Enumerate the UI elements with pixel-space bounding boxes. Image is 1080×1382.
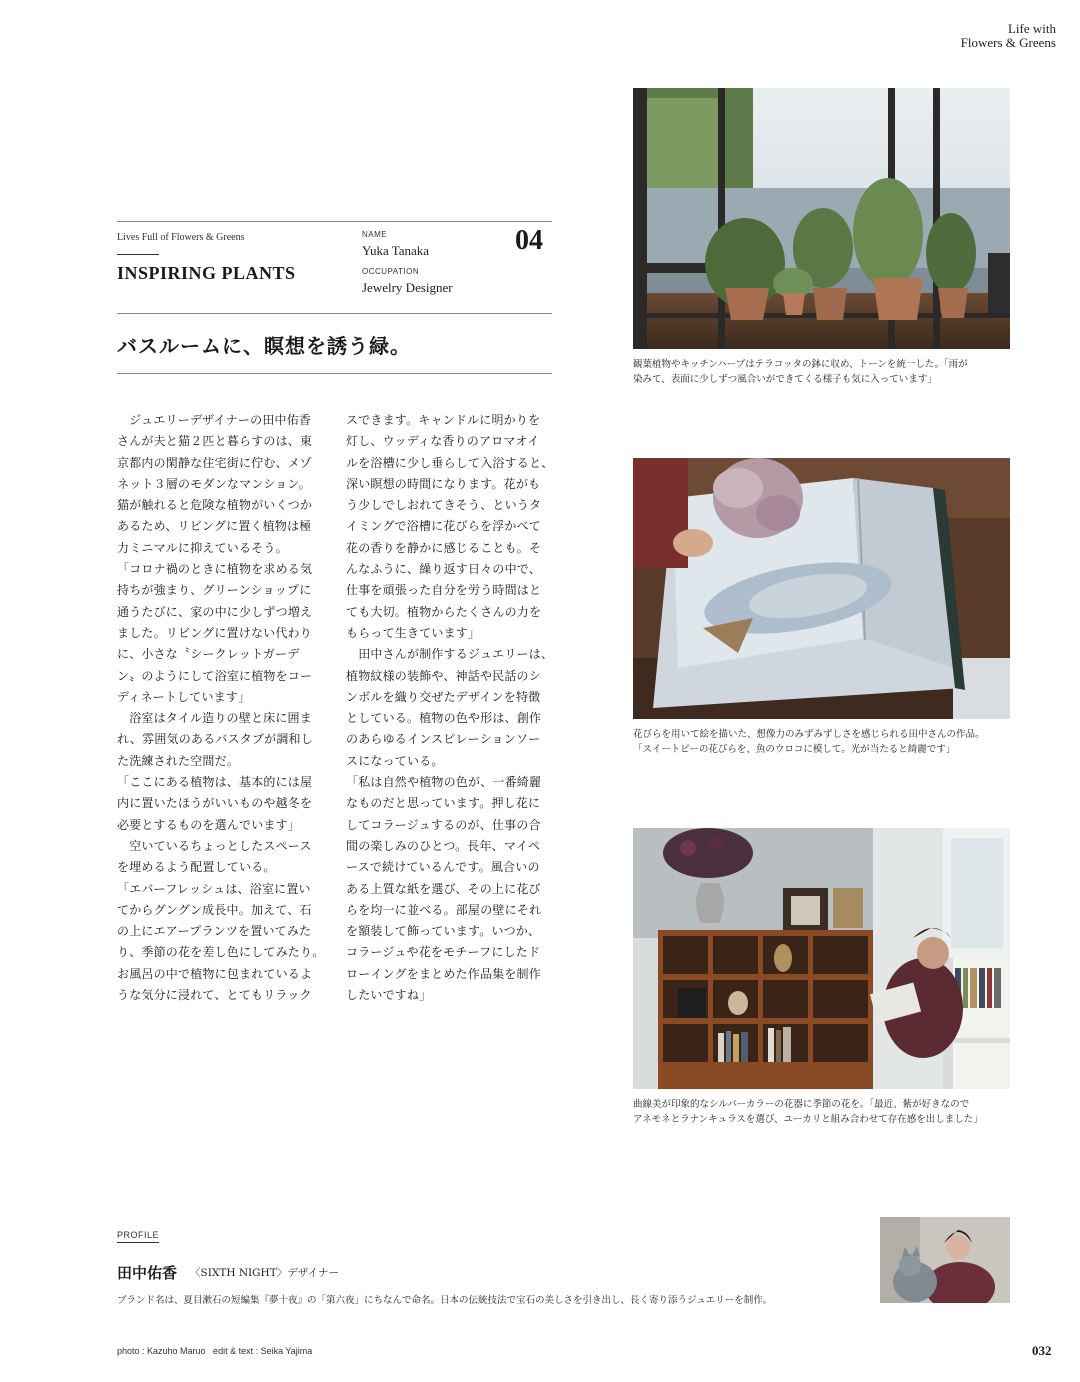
page-number: 032 [1032,1343,1052,1358]
body-text-line: 灯し、ウッディな香りのアロマオイ [346,434,540,449]
photo-bathroom-plants [633,88,1010,349]
series-label: Lives Full of Flowers & Greens [117,232,245,243]
profile-photo [880,1217,1010,1303]
caption-line: 観葉植物やキッチンハーブはテラコッタの鉢に収め、トーンを統一した。「雨が [633,359,968,370]
body-text-line: 京都内の閑静な住宅街に佇む、メゾ [117,455,312,470]
name-label: NAME [362,230,388,239]
body-text-line: したいですね」 [346,988,432,1003]
body-text-line: に、小さな〝シークレットガーデ [117,647,300,662]
body-text-line: 「エバーフレッシュは、浴室に置い [117,881,311,896]
body-text-line: ン〟のようにして浴室に植物をコー [117,668,313,683]
body-text-line: れ、雰囲気のあるバスタブが調和し [117,732,313,747]
body-column-right [346,410,554,1006]
body-text-line: してコラージュするのが、仕事の合 [346,817,541,832]
body-text-line: 通うたびに、家の中に少しずつ増え [117,604,313,619]
body-text-line: 力ミニマルに抑えているそう。 [117,540,288,555]
body-text-line: ースで続けているんです。風合いの [346,860,540,875]
body-text-line: ネット３層のモダンなマンション。 [117,476,311,491]
body-text-line: 仕事を頑張った自分を労う時間はと [346,583,542,598]
caption-line: 花びらを用いて絵を描いた、想像力のみずみずしさを感じられる田中さんの作品。 [633,729,985,740]
caption-line: 曲線美が印象的なシルバーカラーの花器に季節の花を。「最近、紫が好きなので [633,1099,970,1110]
body-text-line: 花の香りを静かに感じることも。そ [346,540,542,555]
body-text-line: ある上質な紙を選び、その上に花び [346,881,541,896]
body-text-line: てからグングン成長中。加えて、石 [117,902,312,917]
body-text-line: 深い瞑想の時間になります。花がも [346,476,541,491]
profile-label: PROFILE [117,1230,160,1240]
body-text-line: ディネートしています」 [117,689,251,704]
body-text-line: 植物紋様の装飾や、神話や民話のシ [346,668,541,683]
profile-underline [117,1242,159,1243]
body-text-line: ジュエリーデザイナーの田中佑香 [117,413,312,427]
caption-line: 染みて、表面に少しずつ風合いができてくる様子も気に入っています」 [633,374,937,385]
body-text-line: 「コロナ禍のときに植物を求める気 [117,562,313,577]
body-text-line: コラージュや花をモチーフにしたド [346,945,541,960]
body-text-line: もらって生きています」 [346,625,481,640]
body-text-line: ルを浴槽に少し垂らして入浴すると、 [346,455,554,470]
body-text-line: 猫が触れると危険な植物がいくつか [117,498,313,513]
body-text-line: ました。リビングに置けない代わり [117,625,312,640]
caption-line: 「スイートピーの花びらを、魚のウロコに模して。光が当たると綺麗です」 [633,744,956,755]
photo-living-room-shelf [633,828,1010,1089]
occupation-value: Jewelry Designer [362,280,453,295]
body-text-line: さんが夫と猫２匹と暮らすのは、東 [117,434,313,449]
body-text-line: り、季節の花を差し色にしてみたり。 [117,945,325,960]
magazine-section-title [961,22,1056,50]
body-text-line: 空いているちょっとしたスペース [117,838,312,853]
photo-credits: photo : Kazuho Maruo edit & text : Seika Yajima [117,1346,313,1356]
profile-role: 〈SIXTH NIGHT〉デザイナー [190,1267,339,1279]
body-text-line: なものだと思っています。押し花に [346,796,541,811]
body-text-line: た洗練された空間だ。 [117,753,240,768]
body-text-line: を埋めるよう配置している。 [117,860,276,875]
series-underline [117,254,159,255]
body-text-line: スになっている。 [346,753,444,768]
body-text-line: らを均一に並べる。部屋の壁にそれ [346,902,542,917]
header-rule-middle [117,313,552,314]
body-text-line: ンボルを織り交ぜたデザインを特徴 [346,689,541,704]
photo-caption-1 [633,357,1033,387]
photo-petal-collage [633,458,1010,719]
header-rule-top [117,221,552,222]
body-text-line: 「ここにある植物は、基本的には屋 [117,775,313,790]
body-text-line: ローイングをまとめた作品集を制作 [346,966,541,981]
body-text-line: う少しでしおれてきそう、というタ [346,498,542,513]
body-text-line: 持ちが強まり、グリーンショップに [117,583,312,598]
body-text-line: 浴室はタイル造りの壁と床に囲ま [117,711,312,726]
body-text-line: 「私は自然や植物の色が、一番綺麗 [346,775,542,790]
feature-title: INSPIRING PLANTS [117,263,296,283]
body-text-line: お風呂の中で植物に包まれているよ [117,966,313,981]
body-text-line: を額装して飾っています。いつか、 [346,924,541,939]
body-text-line: ても大切。植物からたくさんの力を [346,604,542,619]
section-title-line2: Flowers & Greens [960,35,1056,50]
name-value: Yuka Tanaka [362,243,430,258]
body-text-line: としている。植物の色や形は、創作 [346,711,542,726]
body-text-line: 必要とするものを選んでいます」 [117,817,301,832]
body-text-line: スできます。キャンドルに明かりを [346,413,541,427]
occupation-label: OCCUPATION [362,267,420,276]
body-text-line: 内に置いたほうがいいものや越冬を [117,796,313,811]
body-text-line: 田中さんが制作するジュエリーは、 [346,647,554,662]
feature-number: 04 [515,225,543,256]
body-text-line: あるため、リビングに置く植物は極 [117,519,312,534]
body-column-left [117,410,325,1006]
profile-name: 田中佑香 [117,1264,178,1282]
body-text-line: んなふうに、繰り返す日々の中で、 [346,562,541,577]
body-text-line: 間の楽しみのひとつ。長年、マイペ [346,838,541,853]
section-title-line1: Life with [1007,21,1056,36]
article-headline: バスルームに、瞑想を誘う緑。 [117,334,411,358]
body-text-line: イミングで浴槽に花びらを浮かべて [346,519,541,534]
caption-line: アネモネとラナンキュラスを選び、ユーカリと組み合わせて存在感を出しました」 [633,1114,983,1125]
body-text-line: うな気分に浸れて、とてもリラック [117,988,312,1003]
header-rule-bottom [117,373,552,374]
body-text-line: のあらゆるインスピレーションソー [346,732,541,747]
profile-description: ブランド名は、夏目漱石の短編集『夢十夜』の「第六夜」にちなんで命名。日本の伝統技法で宝石の美しさを引き出し、長く寄り添うジュエリーを制作。 [117,1295,773,1306]
photo-caption-3 [633,1097,1033,1127]
body-text-line: の上にエアープランツを置いてみた [117,924,312,939]
photo-caption-2 [633,727,1033,757]
